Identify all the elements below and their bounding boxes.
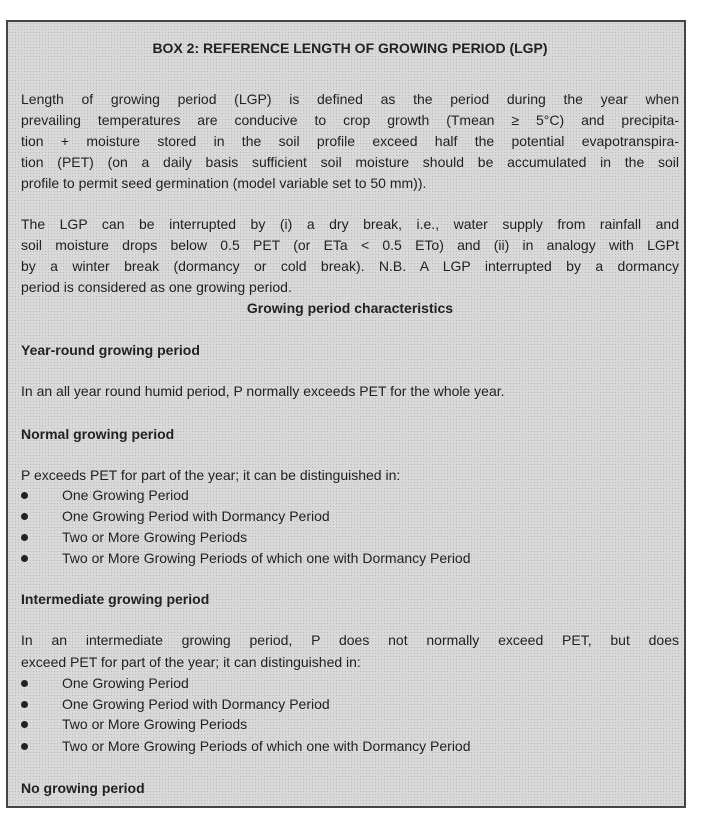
para1-line: profile to permit seed germination (model variable set to 50 mm)). xyxy=(21,175,427,191)
bullet-icon xyxy=(21,743,28,750)
bullet-icon xyxy=(21,555,28,562)
intermediate-heading: Intermediate growing period xyxy=(21,591,210,607)
para2-line: period is considered as one growing period. xyxy=(21,279,292,295)
para1-line: tion + moisture stored in the soil profile exceed half the potential evapotranspira- xyxy=(21,133,679,149)
no-growing-heading: No growing period xyxy=(21,780,145,796)
list-item: Two or More Growing Periods xyxy=(21,714,247,735)
intermediate-line: In an intermediate growing period, P does not normally exceed PET, but does xyxy=(21,632,679,648)
list-item: Two or More Growing Periods xyxy=(21,527,247,548)
list-item: One Growing Period xyxy=(21,673,189,694)
bullet-icon xyxy=(21,701,28,708)
bullet-icon xyxy=(21,513,28,520)
bullet-icon xyxy=(21,492,28,499)
box-title: BOX 2: REFERENCE LENGTH OF GROWING PERIOD (LGP) xyxy=(152,40,548,56)
list-item: One Growing Period with Dormancy Period xyxy=(21,694,330,715)
list-item: One Growing Period with Dormancy Period xyxy=(21,506,330,527)
reference-lgp-box xyxy=(6,20,686,808)
list-item: Two or More Growing Periods of which one with Dormancy Period xyxy=(21,548,471,569)
list-item: Two or More Growing Periods of which one with Dormancy Period xyxy=(21,736,471,757)
para2-line: soil moisture drops below 0.5 PET (or ETa < 0.5 ETo) and (ii) in analogy with LGPt xyxy=(21,237,679,253)
year-round-text: In an all year round humid period, P normally exceeds PET for the whole year. xyxy=(21,383,505,399)
year-round-heading: Year-round growing period xyxy=(21,342,200,358)
normal-heading: Normal growing period xyxy=(21,426,175,442)
bullet-icon xyxy=(21,534,28,541)
bullet-icon xyxy=(21,680,28,687)
bullet-icon xyxy=(21,721,28,728)
para1-line: Length of growing period (LGP) is defined as the period during the year when xyxy=(21,91,679,107)
para1-line: prevailing temperatures are conducive to crop growth (Tmean ≥ 5°C) and precipita- xyxy=(21,112,679,128)
list-item: One Growing Period xyxy=(21,485,189,506)
normal-text: P exceeds PET for part of the year; it can be distinguished in: xyxy=(21,467,401,483)
para2-line: The LGP can be interrupted by (i) a dry break, i.e., water supply from rainfall and xyxy=(21,216,679,232)
section-subtitle: Growing period characteristics xyxy=(246,300,454,316)
para1-line: tion (PET) (on a daily basis sufficient soil moisture should be accumulated in the soil xyxy=(21,154,679,170)
intermediate-line: exceed PET for part of the year; it can distinguished in: xyxy=(21,654,361,670)
para2-line: by a winter break (dormancy or cold break). N.B. A LGP interrupted by a dormancy xyxy=(21,258,679,274)
